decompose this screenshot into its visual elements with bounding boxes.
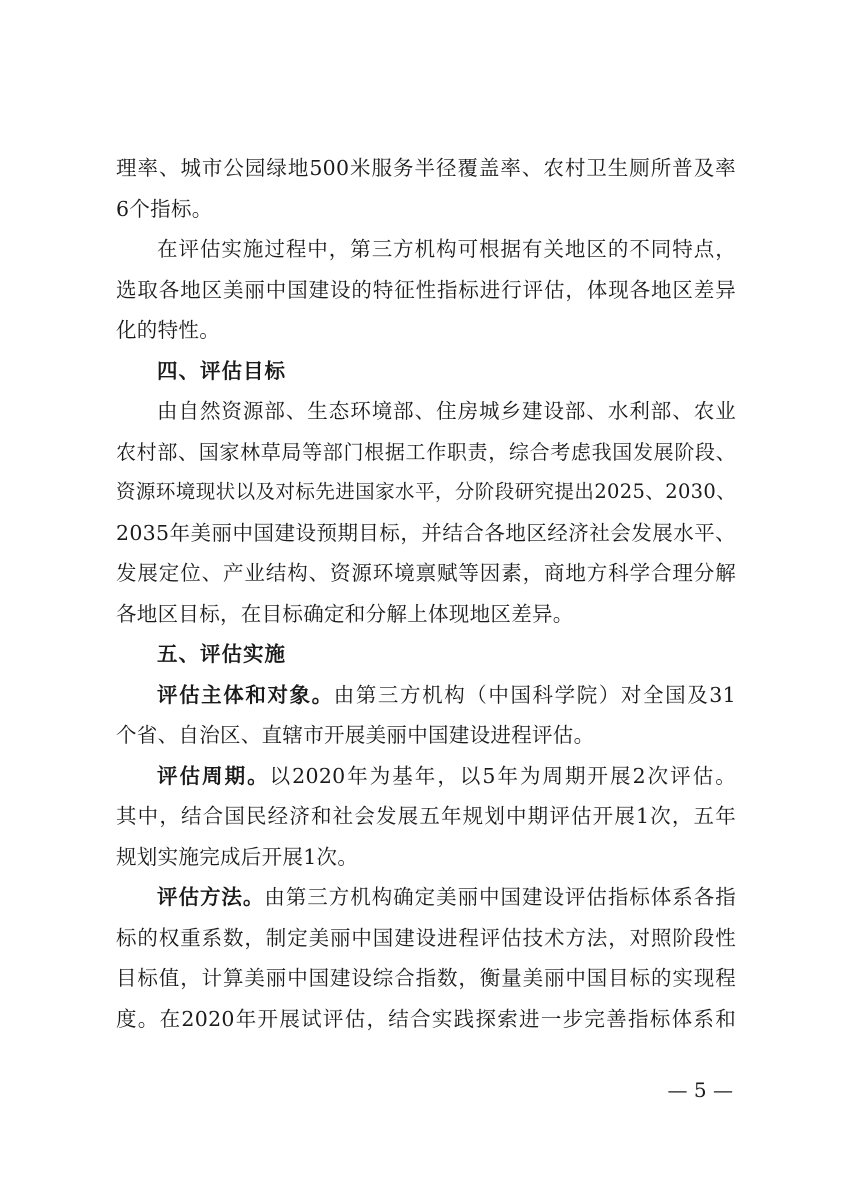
paragraph-text: 以2020年为基年，以5年为周期开展2次评估。: [269, 763, 737, 788]
paragraph-line: 资源环境现状以及对标先进国家水平，分阶段研究提出2025、2030、: [116, 480, 736, 503]
paragraph-line: [116, 756, 736, 797]
paragraph-line: 2035年美丽中国建设预期目标，并结合各地区经济社会发展水平、: [116, 520, 736, 545]
paragraph-line: 标的权重系数，制定美丽中国建设进程评估技术方法，对照阶段性: [116, 925, 736, 950]
paragraph-line: [116, 877, 736, 918]
paragraph-lead: 评估方法。: [157, 885, 265, 909]
paragraph-line: 度。在2020年开展试评估，结合实践探索进一步完善指标体系和: [116, 1006, 736, 1031]
paragraph-text: 由第三方机构（中国科学院）对全国及31: [333, 682, 736, 707]
paragraph-line: 理率、城市公园绿地500米服务半径覆盖率、农村卫生厕所普及率: [116, 156, 736, 180]
paragraph-line: 各地区目标，在目标确定和分解上体现地区差异。: [116, 601, 574, 626]
paragraph-line: 目标值，计算美丽中国建设综合指数，衡量美丽中国目标的实现程: [116, 966, 736, 990]
paragraph-line: 发展定位、产业结构、资源环境禀赋等因素，商地方科学合理分解: [116, 561, 736, 585]
paragraph-line: 由自然资源部、生态环境部、住房城乡建设部、水利部、农业: [157, 399, 736, 423]
paragraph-line: [116, 675, 736, 716]
paragraph-line: 其中，结合国民经济和社会发展五年规划中期评估开展1次，五年: [116, 804, 736, 828]
paragraph-line: 化的特性。: [116, 318, 220, 342]
section-heading: 四、评估目标: [157, 358, 286, 383]
paragraph-line: 6个指标。: [116, 196, 213, 221]
paragraph-text: 由第三方机构确定美丽中国建设评估指标体系各指: [264, 885, 737, 909]
paragraph-line: 农村部、国家林草局等部门根据工作职责，综合考虑我国发展阶段、: [116, 439, 736, 464]
paragraph-line: 选取各地区美丽中国建设的特征性指标进行评估，体现各地区差异: [116, 277, 736, 302]
paragraph-lead: 评估周期。: [157, 763, 270, 788]
paragraph-lead: 评估主体和对象。: [157, 682, 334, 707]
section-heading: 五、评估实施: [157, 642, 286, 666]
document-body: [116, 148, 736, 1039]
page-number: — 5 —: [667, 1078, 733, 1102]
paragraph-line: 个省、自治区、直辖市开展美丽中国建设进程评估。: [116, 723, 595, 747]
paragraph-line: 在评估实施过程中，第三方机构可根据有关地区的不同特点，: [157, 237, 736, 261]
paragraph-line: 规划实施完成后开展1次。: [116, 844, 359, 869]
